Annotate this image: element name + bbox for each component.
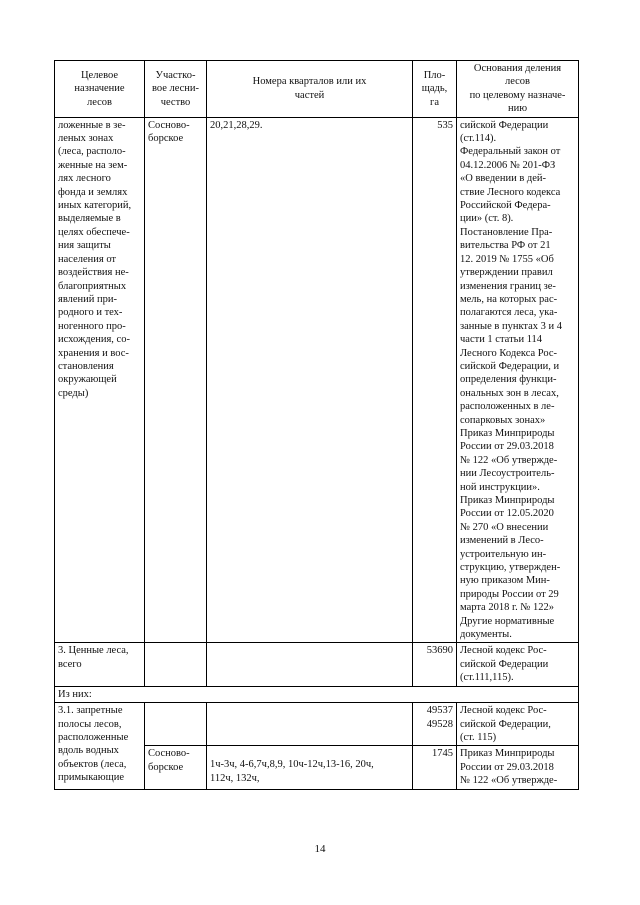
cell-purpose: ложенные в зе- леных зонах (леса, располо- женные на зем- лях лесного фонда и землях иных категорий, выделяемые в целях обеспече- ния защиты населения от воздействия не- благоприятных явлений при- родного и тех- ногенного про- исхождения, со- хранения и вос- становления окружающей среды) [55,117,145,643]
cell-area: 1745 [413,746,457,789]
cell-basis: Приказ Минприроды России от 29.03.2018 № 122 «Об утвержде- [457,746,579,789]
cell-area: 535 [413,117,457,643]
cell-purpose: 3.1. запретные полосы лесов, расположенные вдоль водных объектов (леса, примыкающие [55,703,145,789]
header-row [55,61,579,118]
table-row [55,117,579,643]
header-quarters: Номера кварталов или их частей [207,61,413,118]
cell-quarters: 20,21,28,29. [207,117,413,643]
table-row [55,686,579,702]
cell-area: 49537 49528 [413,703,457,746]
table-row [55,643,579,686]
header-district: Участко- вое лесни- чество [145,61,207,118]
cell-area: 53690 [413,643,457,686]
cell-quarters [207,643,413,686]
cell-district [145,643,207,686]
cell-basis: сийской Федерации (ст.114). Федеральный закон от 04.12.2006 № 201-ФЗ «О введении в дей- ствие Лесного кодекса Российской Федера- ции» (ст. 8). Постановление Пра- вительства РФ от 21 12. 2019 № 1755 «Об утверждении правил изменения границ зе- мель, на которых рас- полагаются леса, ука- занные в пунктах 3 и 4 части 1 статьи 114 Лесного Кодекса Рос- сийской Федерации, и определения функци- ональных зон в лесах, расположенных в ле- сопарковых зонах» Приказ Минприроды России от 29.03.2018 № 122 «Об утвержде- нии Лесоустроитель- ной инструкции». Приказ Минприроды России от 12.05.2020 № 270 «О внесении изменений в Лесо- устроительную ин- струкцию, утвержден- ную приказом Мин- природы России от 29 марта 2018 г. № 122» Другие нормативные документы. [457,117,579,643]
forest-purpose-table [54,60,579,790]
cell-district: Сосново- борское [145,117,207,643]
header-purpose: Целевое назначение лесов [55,61,145,118]
cell-basis: Лесной кодекс Рос- сийской Федерации, (ст. 115) [457,703,579,746]
cell-district: Сосново- борское [145,746,207,789]
header-basis: Основания деления лесов по целевому назначе- нию [457,61,579,118]
cell-basis: Лесной кодекс Рос- сийской Федерации (ст.111,115). [457,643,579,686]
cell-quarters: 1ч-3ч, 4-6,7ч,8,9, 10ч-12ч,13-16, 20ч, 112ч, 132ч, [207,746,413,789]
cell-quarters [207,703,413,746]
page-number: 14 [314,843,326,855]
table-row [55,703,579,746]
cell-subheading: Из них: [55,686,579,702]
cell-purpose: 3. Ценные леса, всего [55,643,145,686]
cell-district [145,703,207,746]
header-area: Пло- щадь, га [413,61,457,118]
